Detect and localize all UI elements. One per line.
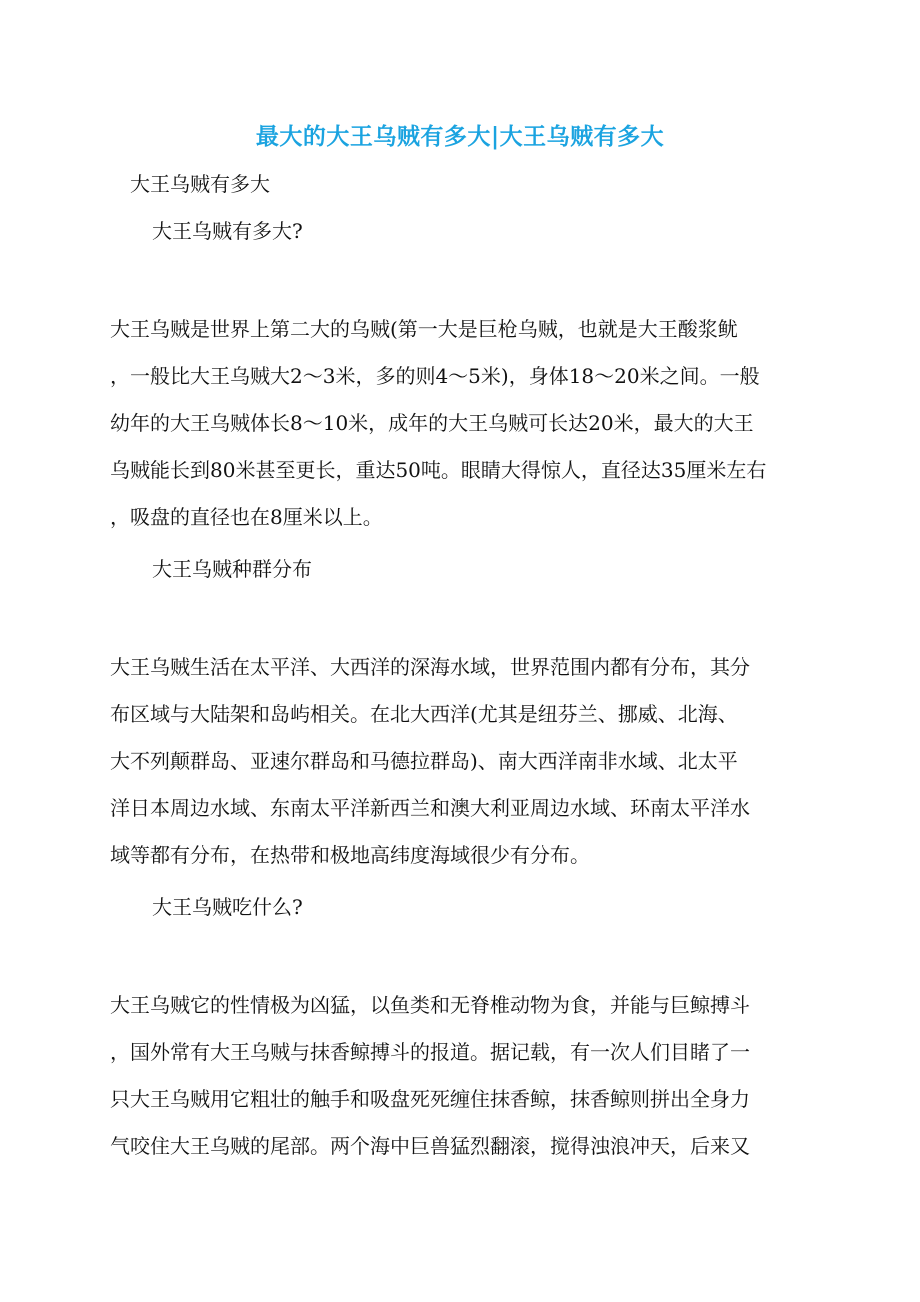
section-heading-size: 大王乌贼有多大?: [152, 219, 303, 243]
paragraph-line: 只大王乌贼用它粗壮的触手和吸盘死死缠住抹香鲸，抹香鲸则拼出全身力: [110, 1087, 750, 1111]
paragraph-line: ，国外常有大王乌贼与抹香鲸搏斗的报道。据记载，有一次人们目睹了一: [110, 1040, 750, 1064]
paragraph-line: 乌贼能长到80米甚至更长，重达50吨。眼睛大得惊人，直径达35厘米左右: [110, 458, 767, 482]
paragraph-line: 大王乌贼生活在太平洋、大西洋的深海水域，世界范围内都有分布，其分: [110, 655, 750, 679]
section-heading-diet: 大王乌贼吃什么?: [152, 895, 303, 919]
paragraph-line: 气咬住大王乌贼的尾部。两个海中巨兽猛烈翻滚，搅得浊浪冲天，后来又: [110, 1134, 750, 1158]
paragraph-line: 大不列颠群岛、亚速尔群岛和马德拉群岛)、南大西洋南非水域、北太平: [110, 749, 738, 773]
paragraph-line: 幼年的大王乌贼体长8～10米，成年的大王乌贼可长达20米，最大的大王: [110, 411, 754, 435]
subheading: 大王乌贼有多大: [130, 172, 270, 196]
paragraph-line: 洋日本周边水域、东南太平洋新西兰和澳大利亚周边水域、环南太平洋水: [110, 796, 750, 820]
paragraph-line: 布区域与大陆架和岛屿相关。在北大西洋(尤其是纽芬兰、挪威、北海、: [110, 702, 738, 726]
paragraph-line: 域等都有分布，在热带和极地高纬度海域很少有分布。: [110, 843, 590, 867]
paragraph-line: ，吸盘的直径也在8厘米以上。: [110, 505, 383, 529]
document-title: 最大的大王乌贼有多大|大王乌贼有多大: [255, 123, 665, 150]
paragraph-line: 大王乌贼是世界上第二大的乌贼(第一大是巨枪乌贼，也就是大王酸浆鱿: [110, 317, 738, 341]
paragraph-line: ，一般比大王乌贼大2～3米，多的则4～5米)，身体18～20米之间。一般: [110, 364, 760, 388]
paragraph-line: 大王乌贼它的性情极为凶猛，以鱼类和无脊椎动物为食，并能与巨鲸搏斗: [110, 993, 750, 1017]
section-heading-distribution: 大王乌贼种群分布: [152, 557, 312, 581]
